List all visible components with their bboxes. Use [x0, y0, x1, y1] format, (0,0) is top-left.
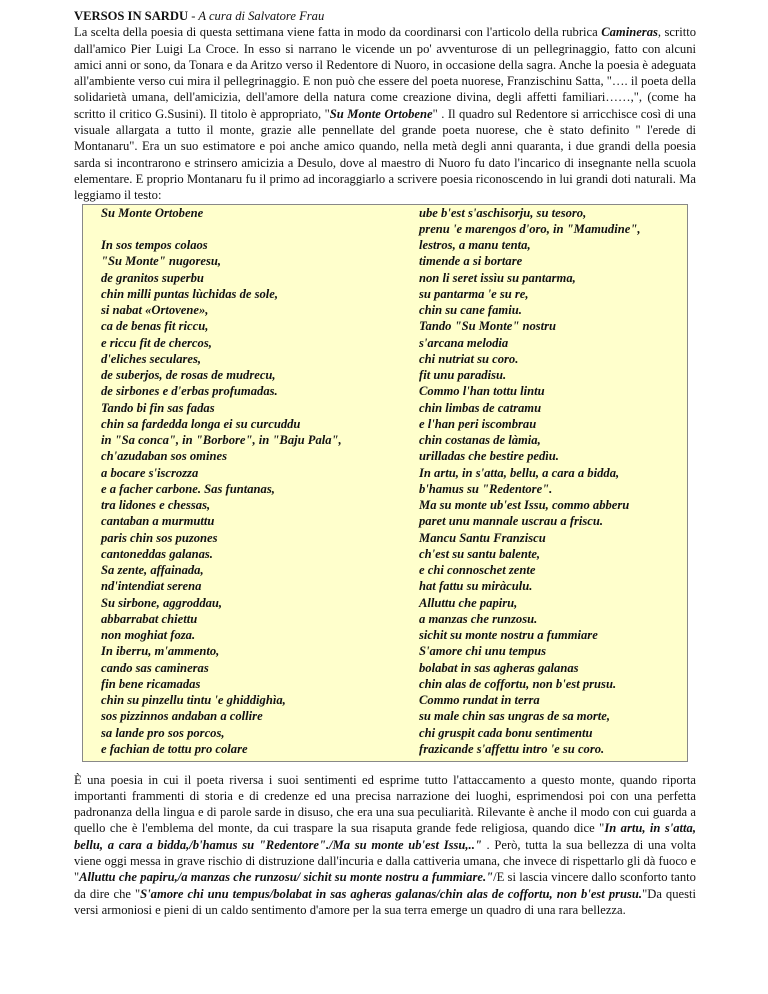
- poem-line: de suberjos, de rosas de mudrecu,: [101, 368, 276, 383]
- poem-line: in "Sa conca", in "Borbore", in "Baju Pala",: [101, 433, 342, 448]
- poem-line: d'eliches seculares,: [101, 351, 202, 366]
- poem-line: paret unu mannale uscrau a friscu.: [419, 514, 604, 529]
- poem-line: ch'est su santu balente,: [419, 546, 541, 561]
- poem-line: e fachian de tottu pro colare: [101, 741, 248, 756]
- poem-line: a manzas che runzosu.: [419, 611, 538, 626]
- poem-line: non moghiat foza.: [101, 628, 196, 643]
- poem-line: Alluttu che papiru,: [419, 595, 518, 610]
- poem-line: ca de benas fit riccu,: [101, 319, 209, 334]
- camineras-ref: Camineras: [601, 25, 658, 40]
- poem-line: frazicande s'affettu intro 'e su coro.: [419, 741, 605, 756]
- poem-line: sichit su monte nostru a fummiare: [419, 628, 598, 643]
- poem-line: chin su cane famiu.: [419, 303, 522, 318]
- poem-line: nd'intendiat serena: [101, 579, 202, 594]
- poem-title-ref: Su Monte Ortobene: [329, 106, 433, 121]
- poem-line: Sa zente, affainada,: [101, 563, 204, 578]
- column-author: - A cura di Salvatore Frau: [191, 9, 325, 23]
- poem-line: e riccu fit de chercos,: [101, 335, 212, 350]
- poem-line: e l'han peri iscombrau: [419, 416, 537, 431]
- poem-line: a bocare s'iscrozza: [101, 465, 199, 480]
- poem-line: Tando "Su Monte" nostru: [419, 319, 557, 334]
- poem-line: Commo rundat in terra: [419, 693, 540, 708]
- poem-line: Tando bi fin sas fadas: [101, 400, 215, 415]
- poem-line: abbarrabat chiettu: [101, 611, 198, 626]
- poem-box: [82, 204, 688, 762]
- poem-line: fin bene ricamadas: [101, 676, 201, 691]
- commentary-text-2: . Però, tutta la sua bellezza di una volta viene oggi messa in grave rischio di distruzione dall'incuria e dalla cattiveria umana, che invece di rispettarlo gli dà fuoco e ": [74, 837, 696, 885]
- intro-text-2: , scritto dall'amico Pier Luigi La Croce. In esso si narrano le vicende un po' avventurose di un pellegrinaggio, fatto con alcuni amici anni or sono, da Tonara e da Aritzo verso il Redentore di Nuoro, in occasione della sagra. Anche la poesia è adeguata all'ambiente verso cui mira il pellegrinaggio. E non può che essere del poeta nuorese, Franzischinu Satta, "…. il poeta della solidarietà umana, dell'amicizia, dell'amore della natura come creazione divina, degli affetti familiari……,", (come ha scritto il critico G.Susini). Il titolo è appropriato, ": [74, 25, 696, 121]
- column-title: VERSOS IN SARDU: [74, 9, 189, 23]
- poem-line: Su sirbone, aggroddau,: [101, 595, 223, 610]
- quote-2: Alluttu che papiru,/a manzas che runzosu/ sichit su monte nostru a fummiare.": [79, 870, 494, 885]
- poem-line: Ma su monte ub'est Issu, commo abberu: [419, 498, 630, 513]
- poem-right-column: [419, 205, 640, 758]
- poem-line: ube b'est s'aschisorju, su tesoro,: [419, 205, 587, 220]
- poem-line: chin alas de coffortu, non b'est prusu.: [419, 676, 617, 691]
- quote-3: S'amore chi unu tempus/bolabat in sas agheras galanas/chin alas de coffortu, non b'est prusu.: [140, 886, 643, 901]
- commentary-text-1: È una poesia in cui il poeta riversa i suoi sentimenti ed esprime tutto l'attaccamento a questo monte, quando riporta importanti frammenti di storia e di credenze ed una precisa narrazione dei luoghi, esprimendosi poi con una perfetta padronanza della lingua e di parole sarde in disuso, che era una sua peculiarità. Rilevante è anche il modo con cui guarda a quello che è l'emblema del monte, da cui traspare la sua risaputa grande fede religiosa, quando dice ": [74, 772, 696, 836]
- poem-line: si nabat «Ortovene»,: [101, 303, 209, 318]
- poem-line: "Su Monte" nugoresu,: [101, 254, 222, 269]
- poem-line: Su Monte Ortobene: [101, 205, 204, 220]
- poem-line: In sos tempos colaos: [101, 238, 208, 253]
- poem-line: Mancu Santu Franziscu: [419, 530, 546, 545]
- poem-line: de granitos superbu: [101, 270, 204, 285]
- poem-left-column: [101, 205, 342, 758]
- poem-line: In iberru, m'ammento,: [101, 644, 220, 659]
- poem-line: In artu, in s'atta, bellu, a cara a bidda,: [419, 465, 620, 480]
- poem-line: timende a si bortare: [419, 254, 523, 269]
- poem-line: non li seret issìu su pantarma,: [419, 270, 576, 285]
- poem-line: hat fattu su miràculu.: [419, 579, 533, 594]
- poem-line: paris chin sos puzones: [101, 530, 218, 545]
- poem-line: su male chin sas ungras de sa morte,: [419, 709, 611, 724]
- poem-line: lestros, a manu tenta,: [419, 238, 531, 253]
- poem-line: chin sa fardedda longa ei su curcuddu: [101, 416, 301, 431]
- poem-line: chin su pinzellu tintu 'e ghiddighìa,: [101, 693, 286, 708]
- poem-line: ch'azudaban sos omines: [101, 449, 227, 464]
- poem-line: chi gruspit cada bonu sentimentu: [419, 725, 593, 740]
- poem-line: e chi connoschet zente: [419, 563, 536, 578]
- quote-1: In artu, in s'atta, bellu, a cara a bidda,/b'hamus su "Redentore"./Ma su monte ub'est Issu,..": [74, 821, 697, 852]
- poem-line: chin milli puntas lùchidas de sole,: [101, 286, 279, 301]
- poem-line: b'hamus su "Redentore".: [419, 481, 553, 496]
- poem-line: su pantarma 'e su re,: [419, 286, 529, 301]
- poem-line: S'amore chi unu tempus: [419, 644, 547, 659]
- poem-line: cando sas camineras: [101, 660, 209, 675]
- poem-line: e a facher carbone. Sas funtanas,: [101, 481, 275, 496]
- poem-line: bolabat in sas agheras galanas: [419, 660, 579, 675]
- poem-line: tra lidones e chessas,: [101, 498, 211, 513]
- poem-line: s'arcana melodia: [419, 335, 509, 350]
- poem-line: chin limbas de catramu: [419, 400, 542, 415]
- commentary-paragraph: [74, 772, 696, 919]
- intro-text-3: " . Il quadro sul Redentore si arricchisce così di una visuale allargata a tutto il monte, grazie alle pennellate del grande poeta nuorese, che è stato definito " l'erede di Montanaru". Era un suo estimatore e poi anche amico quando, nella metà degli anni quaranta, i due grandi della poesia sarda si incontrarono e strinsero amicizia a Desulo, dove al maestro di Nuoro fu dato l'incarico di insegnante nella scuola elementare. E proprio Montanaru fu il primo ad incoraggiarlo a scrivere poesia riconoscendo in lui grandi doti naturali. Ma leggiamo il testo:: [74, 106, 696, 203]
- poem-line: de sirbones e d'erbas profumadas.: [101, 384, 278, 399]
- commentary-text-4: "Da questi versi armoniosi e pieni di un caldo sentimento d'amore per la sua terra emerge un quadro di una rara bellezza.: [74, 886, 697, 917]
- commentary-text-3: /E si lascia vincere dallo sconforto tanto da dire che ": [74, 870, 696, 901]
- intro-paragraph: [74, 8, 696, 204]
- poem-line: cantoneddas galanas.: [101, 546, 213, 561]
- poem-line: chi nutriat su coro.: [419, 351, 519, 366]
- poem-line: cantaban a murmuttu: [101, 514, 215, 529]
- poem-line: prenu 'e marengos d'oro, in "Mamudine",: [419, 221, 641, 236]
- poem-line: fit unu paradisu.: [419, 368, 507, 383]
- intro-text-1: La scelta della poesia di questa settimana viene fatta in modo da coordinarsi con l'articolo della rubrica: [74, 25, 598, 40]
- poem-line: urilladas che bestire pedìu.: [419, 449, 559, 464]
- poem-line: sos pizzinnos andaban a collire: [101, 709, 263, 724]
- poem-line: [101, 221, 342, 237]
- article: [74, 8, 696, 918]
- poem-line: sa lande pro sos porcos,: [101, 725, 225, 740]
- poem-line: Commo l'han tottu lintu: [419, 384, 545, 399]
- poem-line: chin costanas de làmia,: [419, 433, 541, 448]
